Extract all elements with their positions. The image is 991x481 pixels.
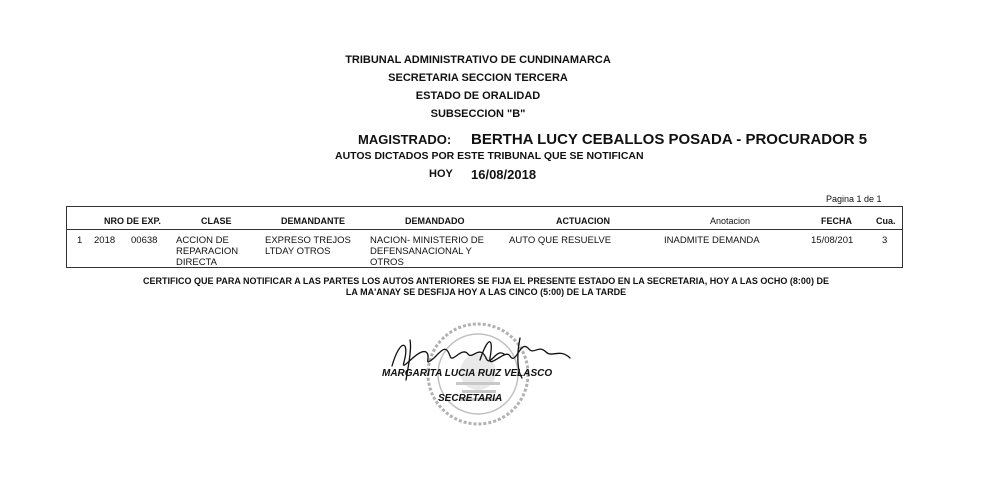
row-demandado: NACION- MINISTERIO DE DEFENSANACIONAL Y OTROS <box>370 235 485 268</box>
magistrado-value: BERTHA LUCY CEBALLOS POSADA - PROCURADOR 5 <box>471 131 868 148</box>
signer-title: SECRETARIA <box>438 393 503 404</box>
col-nro-exp: NRO DE EXP. <box>104 216 161 226</box>
col-clase: CLASE <box>201 216 232 226</box>
subtitle: AUTOS DICTADOS POR ESTE TRIBUNAL QUE SE NOTIFICAN <box>335 150 644 162</box>
row-fecha: 15/08/201 <box>811 235 854 246</box>
certificate-line-2: LA MA'ANAY SE DESFIJA HOY A LAS CINCO (5:00) DE LA TARDE <box>345 287 627 297</box>
magistrado-label: MAGISTRADO: <box>358 132 452 147</box>
col-demandante: DEMANDANTE <box>281 216 345 226</box>
col-cua: Cua. <box>876 216 896 226</box>
signer-name: MARGARITA LUCIA RUIZ VELASCO <box>382 368 553 379</box>
col-actuacion: ACTUACION <box>556 216 610 226</box>
col-demandado: DEMANDADO <box>405 216 465 226</box>
certificate-line-1: CERTIFICO QUE PARA NOTIFICAR A LAS PARTES LOS AUTOS ANTERIORES SE FIJA EL PRESENTE ESTADO EN LA SECRETARIA, HOY A LAS OCHO (8:00) DE <box>143 276 829 286</box>
row-actuacion: AUTO QUE RESUELVE <box>509 235 612 246</box>
page-info: Pagina 1 de 1 <box>826 194 882 204</box>
header-line-1: TRIBUNAL ADMINISTRATIVO DE CUNDINAMARCA <box>345 54 611 66</box>
row-anotacion: INADMITE DEMANDA <box>664 235 760 246</box>
col-anotacion: Anotacion <box>710 216 751 226</box>
header-line-4: SUBSECCION "B" <box>430 108 526 120</box>
table-header-divider <box>66 229 903 230</box>
row-number: 00638 <box>131 235 158 246</box>
header-line-2: SECRETARIA SECCION TERCERA <box>388 72 568 84</box>
hoy-date: 16/08/2018 <box>471 167 537 182</box>
hoy-label: HOY <box>429 168 453 180</box>
header-line-3: ESTADO DE ORALIDAD <box>415 90 541 102</box>
row-cua: 3 <box>882 235 888 246</box>
row-demandante: EXPRESO TREJOS LTDAY OTROS <box>265 235 351 257</box>
row-clase: ACCION DE REPARACION DIRECTA <box>176 235 239 268</box>
row-index: 1 <box>77 235 83 246</box>
row-year: 2018 <box>94 235 116 246</box>
col-fecha: FECHA <box>821 216 852 226</box>
